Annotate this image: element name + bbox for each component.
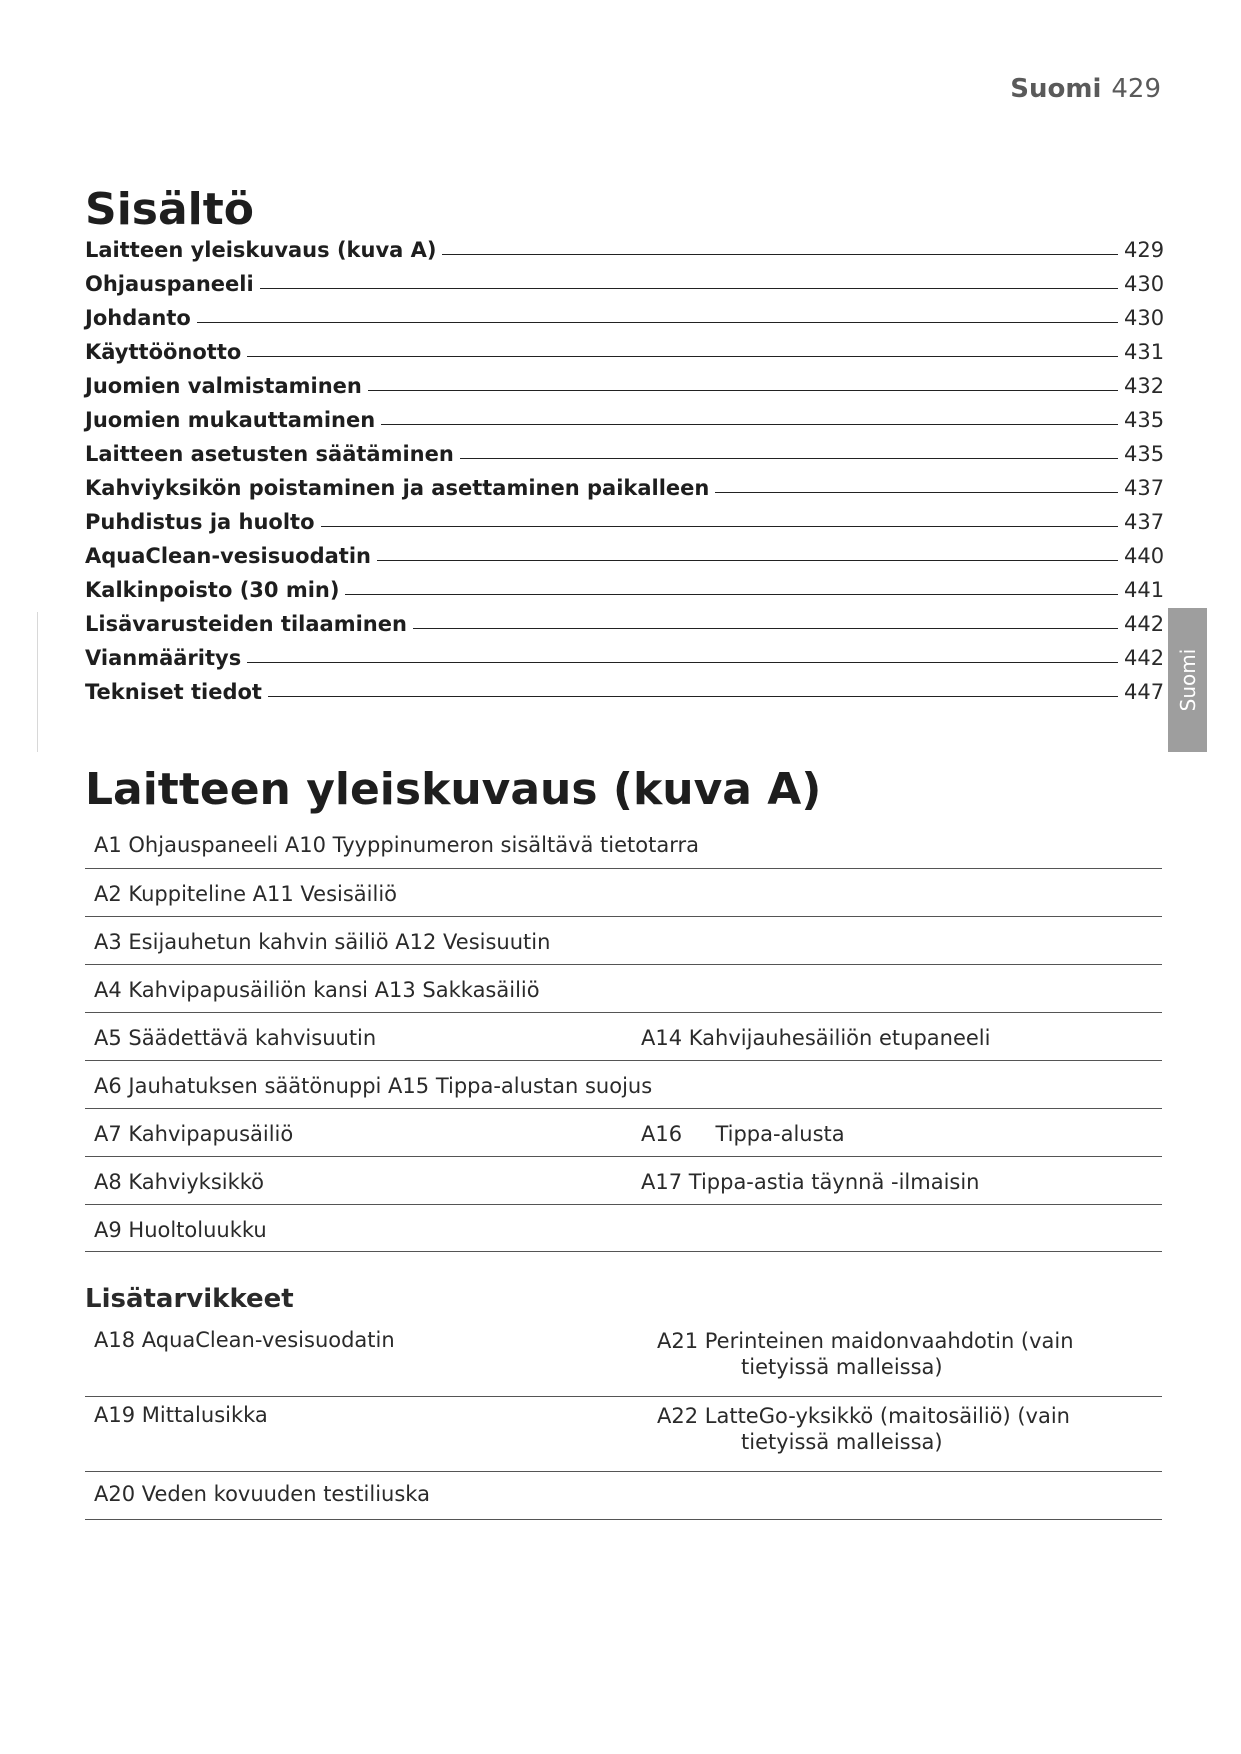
toc-leader	[260, 288, 1118, 289]
toc-entry-label: Juomien valmistaminen	[85, 374, 362, 398]
toc-entry-page: 437	[1124, 476, 1165, 500]
toc-entry-page: 435	[1124, 442, 1165, 466]
toc-leader	[321, 526, 1119, 527]
part-cell: A4 Kahvipapusäiliön kansi A13 Sakkasäiliö	[94, 978, 540, 1002]
toc-leader	[460, 458, 1118, 459]
accessory-cell: A18 AquaClean-vesisuodatin	[94, 1328, 395, 1352]
accessories-title: Lisätarvikkeet	[85, 1284, 294, 1314]
toc-entry-label: Tekniset tiedot	[85, 680, 262, 704]
toc-entry-label: Johdanto	[85, 306, 191, 330]
toc-entry-page: 437	[1124, 510, 1165, 534]
toc-entry-label: Laitteen asetusten säätäminen	[85, 442, 454, 466]
toc-entry-page: 442	[1124, 646, 1165, 670]
toc-entry[interactable]	[85, 306, 1165, 340]
toc-entry[interactable]	[85, 612, 1165, 646]
toc-title: Sisältö	[85, 184, 254, 235]
toc-entry-page: 442	[1124, 612, 1165, 636]
table-row	[85, 965, 1162, 1013]
table-row	[85, 1472, 1162, 1520]
toc-entry-label: Laitteen yleiskuvaus (kuva A)	[85, 238, 437, 262]
toc-entry[interactable]	[85, 510, 1165, 544]
toc-entry-label: Lisävarusteiden tilaaminen	[85, 612, 407, 636]
part-cell: A7 Kahvipapusäiliö	[94, 1122, 294, 1146]
part-cell: A17 Tippa-astia täynnä -ilmaisin	[641, 1170, 980, 1194]
toc-leader	[247, 662, 1118, 663]
toc-entry[interactable]	[85, 238, 1165, 272]
section-title: Laitteen yleiskuvaus (kuva A)	[85, 764, 822, 815]
toc-entry-label: Vianmääritys	[85, 646, 242, 670]
toc-entry-label: Käyttöönotto	[85, 340, 242, 364]
toc-entry[interactable]	[85, 578, 1165, 612]
toc-leader	[345, 594, 1118, 595]
toc-leader	[247, 356, 1118, 357]
table-of-contents	[85, 238, 1165, 714]
header-page-number: 429	[1111, 74, 1161, 104]
toc-entry-page: 441	[1124, 578, 1165, 602]
toc-entry[interactable]	[85, 680, 1165, 714]
toc-leader	[715, 492, 1118, 493]
toc-entry-label: Kahviyksikön poistaminen ja asettaminen paikalleen	[85, 476, 710, 500]
toc-leader	[381, 424, 1118, 425]
toc-entry[interactable]	[85, 408, 1165, 442]
part-cell: A8 Kahviyksikkö	[94, 1170, 265, 1194]
toc-entry-label: Juomien mukauttaminen	[85, 408, 376, 432]
toc-entry-page: 440	[1124, 544, 1165, 568]
toc-entry-label: Ohjauspaneeli	[85, 272, 254, 296]
part-cell: A3 Esijauhetun kahvin säiliö A12 Vesisuutin	[94, 930, 551, 954]
table-row	[85, 1157, 1162, 1205]
toc-leader	[268, 696, 1118, 697]
table-row	[85, 1397, 1162, 1472]
toc-entry[interactable]	[85, 374, 1165, 408]
toc-entry-page: 447	[1124, 680, 1165, 704]
toc-leader	[368, 390, 1118, 391]
margin-rule	[37, 612, 38, 752]
page-header	[1010, 74, 1161, 104]
toc-entry[interactable]	[85, 476, 1165, 510]
toc-entry[interactable]	[85, 272, 1165, 306]
toc-entry-label: Kalkinpoisto (30 min)	[85, 578, 340, 602]
part-cell: A6 Jauhatuksen säätönuppi A15 Tippa-alustan suojus	[94, 1074, 653, 1098]
toc-entry-page: 432	[1124, 374, 1165, 398]
toc-entry-page: 429	[1124, 238, 1165, 262]
toc-entry-page: 430	[1124, 272, 1165, 296]
toc-entry-label: Puhdistus ja huolto	[85, 510, 315, 534]
parts-table	[85, 820, 1162, 1252]
table-row	[85, 1013, 1162, 1061]
accessories-table	[85, 1322, 1162, 1520]
accessory-cell: A19 Mittalusikka	[94, 1403, 268, 1427]
toc-entry[interactable]	[85, 646, 1165, 680]
toc-entry-page: 435	[1124, 408, 1165, 432]
toc-leader	[442, 254, 1118, 255]
toc-entry[interactable]	[85, 340, 1165, 374]
toc-entry-page: 430	[1124, 306, 1165, 330]
part-cell: A1 Ohjauspaneeli A10 Tyyppinumeron sisältävä tietotarra	[94, 833, 699, 857]
toc-entry-label: AquaClean-vesisuodatin	[85, 544, 371, 568]
part-cell: A9 Huoltoluukku	[94, 1218, 267, 1242]
table-row	[85, 917, 1162, 965]
accessory-cell: A20 Veden kovuuden testiliuska	[94, 1482, 430, 1506]
table-row	[85, 820, 1162, 869]
part-cell: A2 Kuppiteline A11 Vesisäiliö	[94, 882, 398, 906]
toc-entry[interactable]	[85, 442, 1165, 476]
part-cell: A5 Säädettävä kahvisuutin	[94, 1026, 377, 1050]
table-row	[85, 869, 1162, 917]
table-row	[85, 1322, 1162, 1397]
toc-entry[interactable]	[85, 544, 1165, 578]
table-row	[85, 1061, 1162, 1109]
accessory-cell: A22 LatteGo-yksikkö (maitosäiliö) (vain tietyissä malleissa)	[657, 1404, 1070, 1454]
toc-leader	[197, 322, 1118, 323]
accessory-cell: A21 Perinteinen maidonvaahdotin (vain tietyissä malleissa)	[657, 1329, 1074, 1379]
toc-leader	[413, 628, 1118, 629]
table-row	[85, 1109, 1162, 1157]
toc-entry-page: 431	[1124, 340, 1165, 364]
toc-leader	[377, 560, 1118, 561]
language-side-tab	[1168, 608, 1207, 752]
part-cell: A14 Kahvijauhesäiliön etupaneeli	[641, 1026, 991, 1050]
side-tab-label: Suomi	[1175, 648, 1200, 712]
header-language: Suomi	[1010, 74, 1102, 104]
table-row	[85, 1205, 1162, 1252]
part-cell: A16 Tippa-alusta	[641, 1122, 845, 1146]
